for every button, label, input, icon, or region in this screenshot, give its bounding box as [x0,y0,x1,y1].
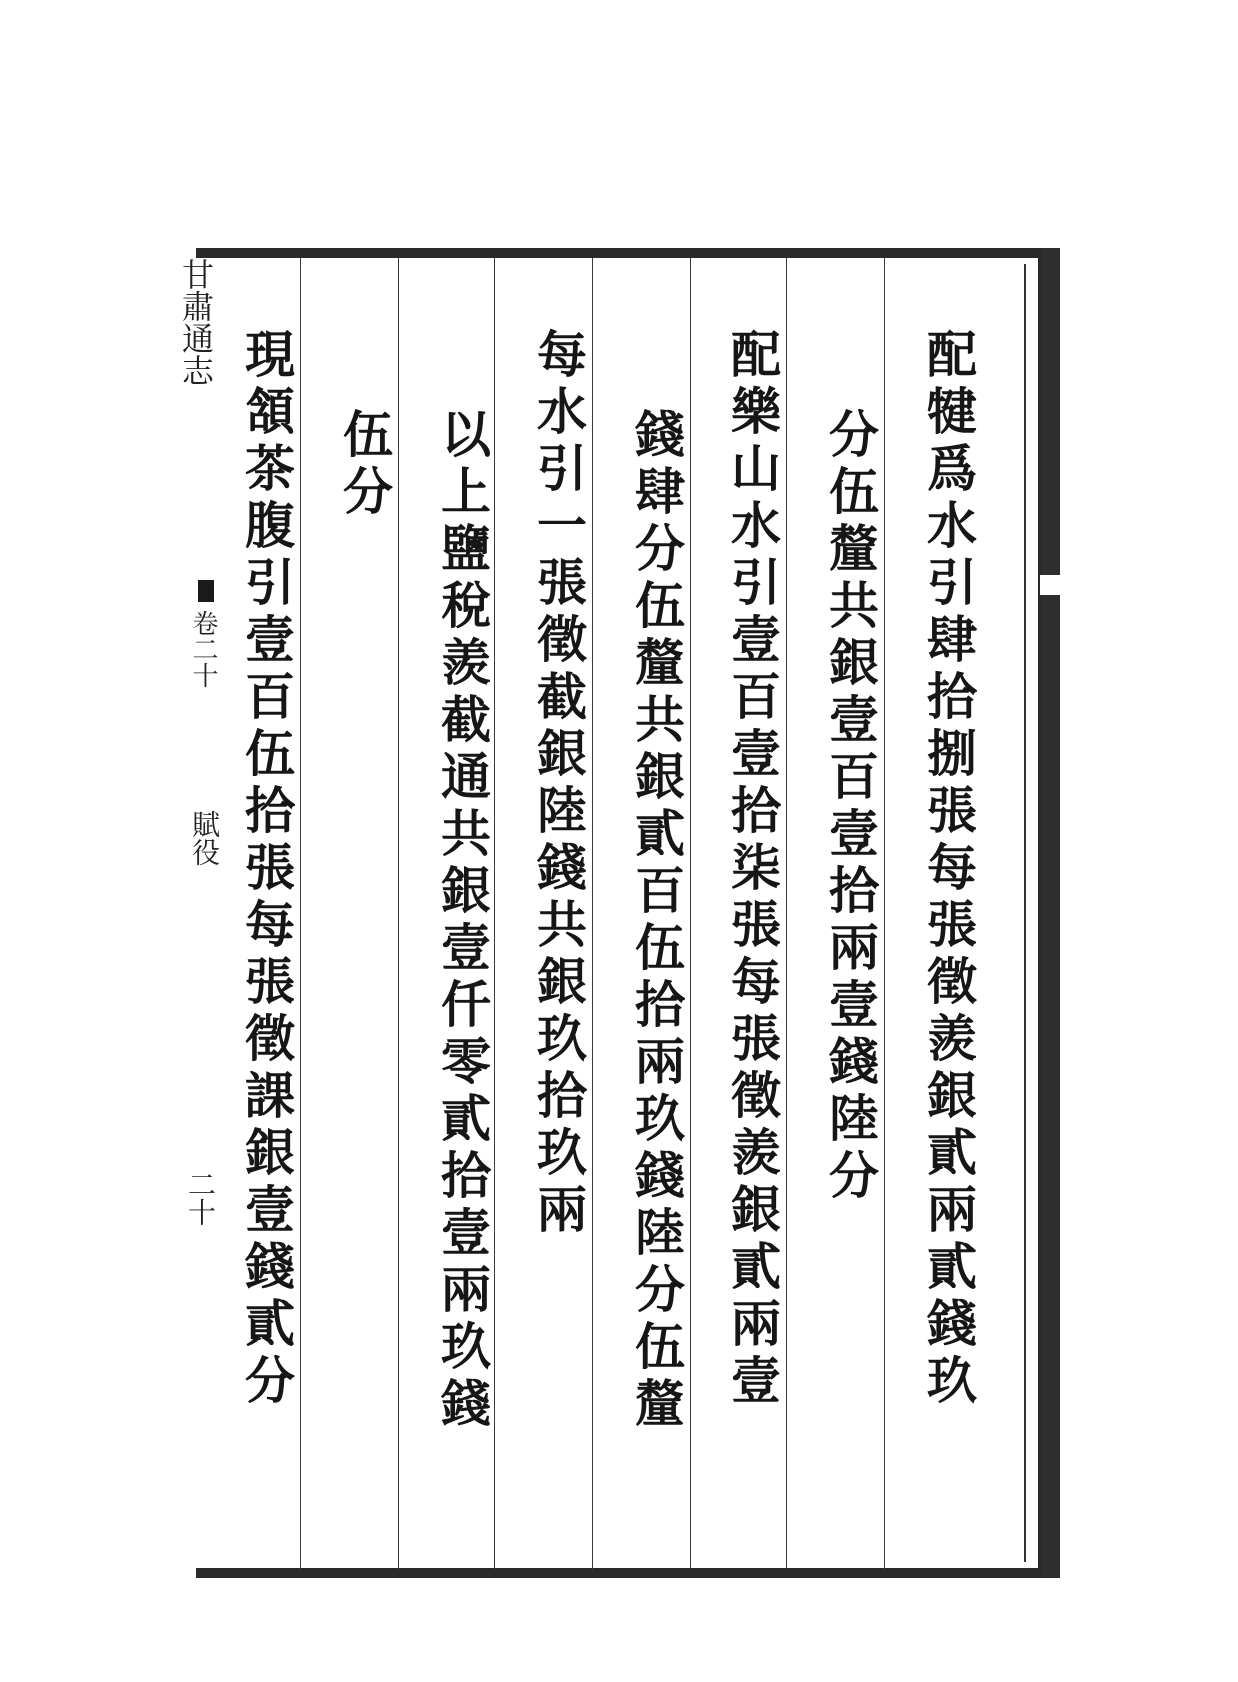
column-rule [690,258,691,1570]
margin-section: 賦役 [188,810,221,866]
text-column-5: 每水引一張徵截銀陸錢共銀玖拾玖兩 [529,328,588,1240]
margin-chapter: 卷二十 [188,610,218,688]
column-rule [300,258,301,1570]
column-rule [884,258,885,1570]
margin-page-number: 二十 [184,1170,217,1226]
margin-block-mark [198,580,214,602]
text-column-6: 以上鹽稅羨截通共銀壹仟零貳拾壹兩玖錢 [433,408,492,1434]
text-column-4: 錢肆分伍釐共銀貳百伍拾兩玖錢陸分伍釐 [627,408,686,1434]
text-column-1: 配犍爲水引肆拾捌張每張徵羨銀貳兩貳錢玖 [919,328,978,1411]
text-column-8: 現頷茶腹引壹百伍拾張每張徵課銀壹錢貳分 [237,328,296,1411]
text-column-7: 伍分 [335,408,394,522]
text-column-2: 分伍釐共銀壹百壹拾兩壹錢陸分 [821,408,880,1206]
page-gutter [1042,248,1060,1578]
column-rule [786,258,787,1570]
column-rule [592,258,593,1570]
column-rule [494,258,495,1570]
margin-title: 甘肅通志 [177,258,215,386]
gutter-notch [1040,575,1062,595]
text-column-3: 配樂山水引壹百壹拾柒張每張徵羨銀貳兩壹 [723,328,782,1411]
column-rule [398,258,399,1570]
